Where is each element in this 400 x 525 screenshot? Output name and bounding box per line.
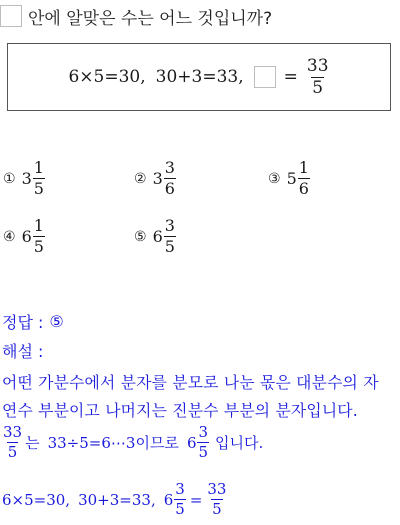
choice-whole: 5 xyxy=(286,169,297,188)
fraction-numerator: 33 xyxy=(207,480,227,498)
fraction-denominator: 5 xyxy=(212,500,222,518)
answer-line xyxy=(2,310,64,333)
choice-numerator: 1 xyxy=(33,158,44,177)
explanation-label: 해설 : xyxy=(2,342,44,361)
choice-marker: ④ xyxy=(3,228,16,245)
choice-numerator: 1 xyxy=(33,216,44,235)
explanation-line-3 xyxy=(2,425,263,460)
problem-fraction-numerator: 33 xyxy=(306,55,329,76)
choice-4[interactable] xyxy=(3,218,45,255)
choice-numerator: 3 xyxy=(164,158,175,177)
explanation-line-1: 어떤 가분수에서 분자를 분모로 나눈 몫은 대분수의 자 xyxy=(2,373,379,392)
mixed-whole: 6 xyxy=(186,433,197,452)
choice-denominator: 6 xyxy=(164,179,175,198)
fraction-denominator: 5 xyxy=(7,443,18,461)
division-calc: 33÷5=6⋯3 xyxy=(47,433,136,452)
explanation-line-2: 연수 부분이고 나머지는 진분수 부분의 분자입니다. xyxy=(2,401,358,420)
choice-2[interactable] xyxy=(134,160,176,197)
improper-fraction xyxy=(2,425,23,460)
explanation-text: 이므로 xyxy=(135,434,179,452)
choice-marker: ③ xyxy=(268,170,281,187)
choice-marker: ⑤ xyxy=(134,228,147,245)
answer-label: 정답 : xyxy=(2,313,44,332)
choice-fraction xyxy=(33,218,45,255)
choice-5[interactable] xyxy=(134,218,176,255)
problem-box xyxy=(7,43,391,111)
choice-denominator: 5 xyxy=(164,237,175,256)
problem-blank-box xyxy=(254,66,276,88)
explanation-text: 입니다. xyxy=(215,434,264,452)
problem-fraction xyxy=(306,55,330,98)
choice-denominator: 5 xyxy=(33,237,44,256)
choice-whole: 3 xyxy=(21,169,32,188)
choice-fraction xyxy=(298,160,310,197)
problem-fraction-denominator: 5 xyxy=(312,77,324,98)
question-text: 안에 알맞은 수는 어느 것입니까? xyxy=(28,8,273,29)
explanation-line-4 xyxy=(2,482,227,517)
choice-whole: 3 xyxy=(152,169,163,188)
mixed-fraction xyxy=(174,482,186,517)
fraction-numerator: 3 xyxy=(175,480,185,498)
fraction-denominator: 5 xyxy=(175,500,185,518)
explanation-text: 는 xyxy=(25,434,40,452)
mixed-number xyxy=(164,482,186,517)
question-header xyxy=(0,4,272,28)
choice-fraction xyxy=(164,218,176,255)
fraction-numerator: 3 xyxy=(198,423,209,441)
equation-2: 30+3=33, xyxy=(78,490,156,509)
equals-sign: = xyxy=(189,490,203,509)
choice-3[interactable] xyxy=(268,160,310,197)
choice-marker: ② xyxy=(134,170,147,187)
problem-equation-1: 6×5=30, xyxy=(68,67,146,87)
problem-equation-2: 30+3=33, xyxy=(155,67,244,87)
fraction-denominator: 5 xyxy=(198,443,209,461)
problem-equals: = xyxy=(283,67,298,87)
choice-1[interactable] xyxy=(3,160,45,197)
choice-numerator: 3 xyxy=(164,216,175,235)
choice-whole: 6 xyxy=(21,227,32,246)
fraction-numerator: 33 xyxy=(3,423,23,441)
mixed-fraction xyxy=(197,425,209,460)
choice-fraction xyxy=(33,160,45,197)
mixed-number xyxy=(187,425,209,460)
choice-marker: ① xyxy=(3,170,16,187)
choice-fraction xyxy=(164,160,176,197)
equation-1: 6×5=30, xyxy=(2,490,71,509)
answer-blank-box xyxy=(0,5,22,27)
choice-denominator: 5 xyxy=(33,179,44,198)
choice-whole: 6 xyxy=(152,227,163,246)
mixed-whole: 6 xyxy=(163,490,174,509)
choice-numerator: 1 xyxy=(298,158,309,177)
choice-denominator: 6 xyxy=(298,179,309,198)
result-fraction xyxy=(206,482,227,517)
answer-value: ⑤ xyxy=(49,312,64,331)
